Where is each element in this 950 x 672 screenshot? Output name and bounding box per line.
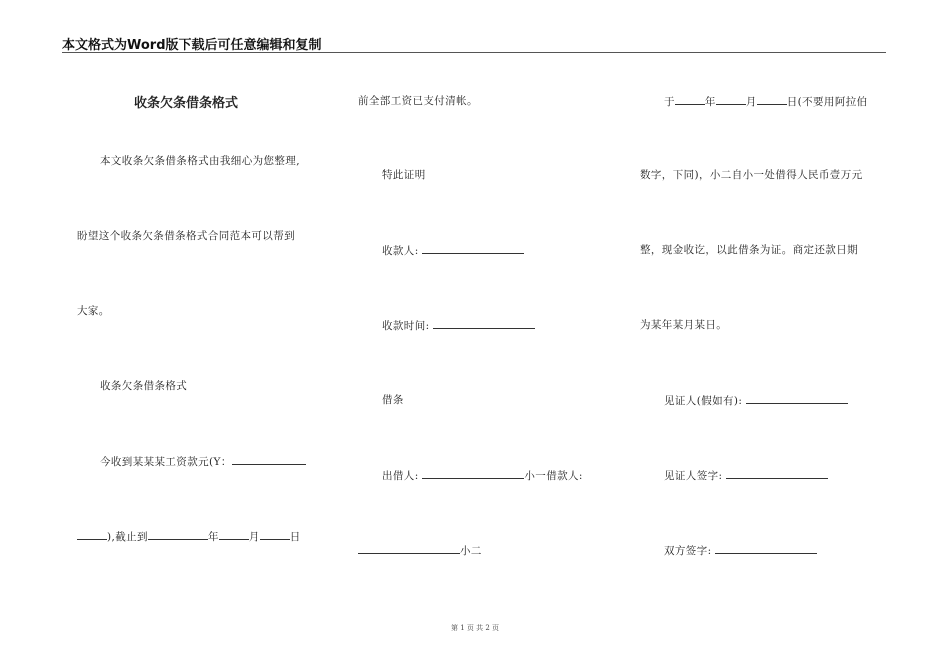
receipt-line-1 bbox=[100, 454, 306, 469]
col3-line-2: 数字，下同)，小二自小一处借得人民币壹万元 bbox=[640, 169, 863, 181]
receipt-text: 今收到某某某工资款元(Y： bbox=[100, 456, 232, 468]
both-sign-blank bbox=[715, 543, 817, 554]
witness-blank bbox=[746, 393, 848, 404]
section-subtitle: 收条欠条借条格式 bbox=[100, 380, 188, 392]
pay-time-blank bbox=[433, 318, 535, 329]
amount-blank-cont bbox=[77, 529, 107, 540]
day-blank bbox=[260, 529, 290, 540]
witness-line: 见证人(假如有): bbox=[664, 393, 848, 408]
page-footer: 第 1 页 共 2 页 bbox=[450, 624, 500, 632]
receipt-line-2: ),截止到 年 月 日 bbox=[77, 529, 301, 544]
witness-sign-blank bbox=[726, 468, 828, 479]
document-header: 本文格式为Word版下载后可任意编辑和复制 bbox=[62, 38, 322, 53]
c3-year-blank bbox=[675, 94, 705, 105]
borrower-blank bbox=[358, 543, 460, 554]
document-title: 收条欠条借条格式 bbox=[134, 96, 239, 111]
witness-sign-line: 见证人签字: bbox=[664, 468, 828, 483]
lender-blank bbox=[422, 468, 524, 479]
intro-line-1: 本文收条欠条借条格式由我细心为您整理, bbox=[100, 155, 300, 167]
c3-day-blank bbox=[757, 94, 787, 105]
intro-line-2: 盼望这个收条欠条借条格式合同范本可以帮到 bbox=[77, 230, 295, 242]
header-rule bbox=[62, 52, 886, 53]
intro-line-3: 大家。 bbox=[77, 305, 110, 317]
year-blank bbox=[148, 529, 208, 540]
both-sign-line: 双方签字: bbox=[664, 543, 817, 558]
lender-line: 出借人: 小一借款人: bbox=[382, 470, 583, 482]
payee-blank bbox=[422, 243, 524, 254]
col3-line-1: 于 年 月 日(不要用阿拉伯 bbox=[664, 96, 868, 108]
col2-line-1: 前全部工资已支付清帐。 bbox=[358, 95, 478, 107]
c3-month-blank bbox=[716, 94, 746, 105]
loan-title: 借条 bbox=[382, 394, 404, 406]
month-blank bbox=[219, 529, 249, 540]
payee-line: 收款人: bbox=[382, 243, 524, 258]
borrower-line: 小二 bbox=[358, 543, 482, 558]
certify-text: 特此证明 bbox=[382, 169, 426, 181]
pay-time-line: 收款时间: bbox=[382, 318, 535, 333]
col3-line-4: 为某年某月某日。 bbox=[640, 319, 728, 331]
col3-line-3: 整，现金收讫，以此借条为证。商定还款日期 bbox=[640, 244, 858, 256]
amount-blank bbox=[232, 454, 306, 465]
